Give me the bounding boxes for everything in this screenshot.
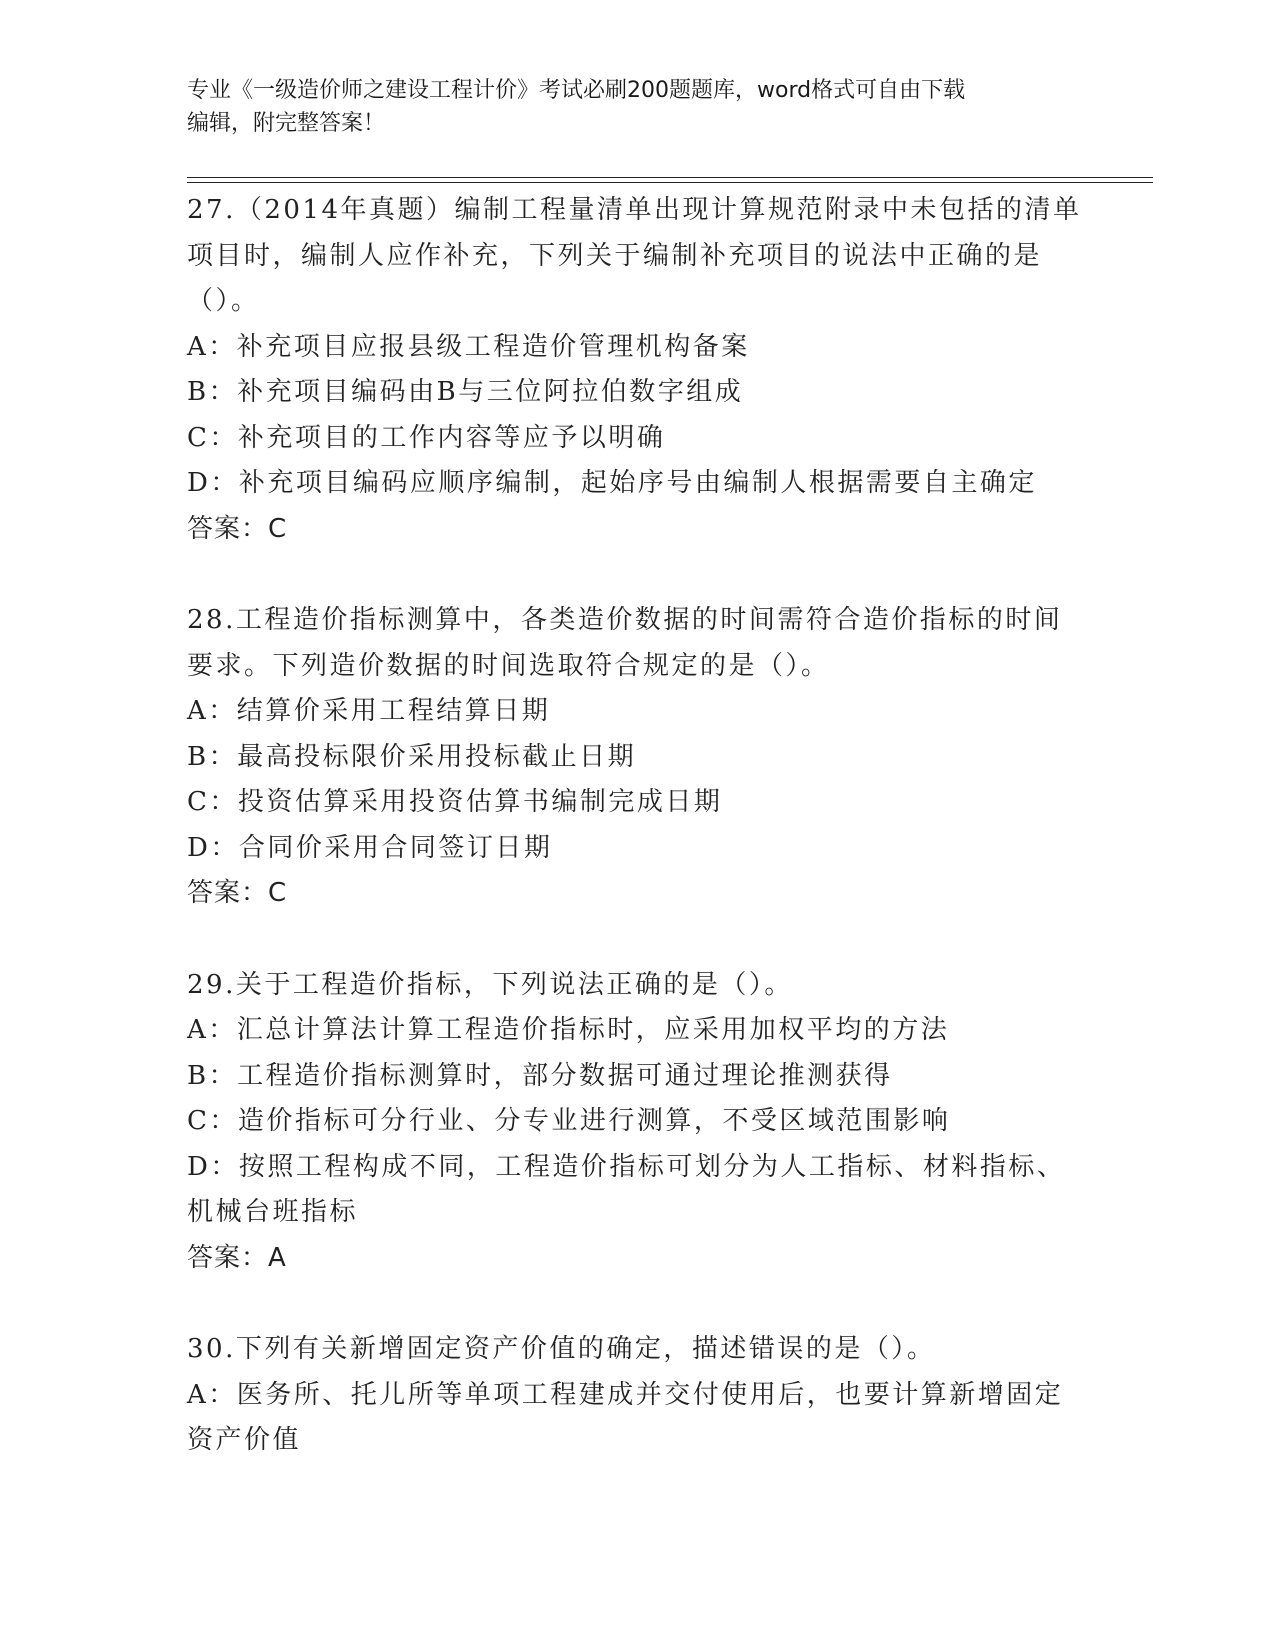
- option-b: B：工程造价指标测算时，部分数据可通过理论推测获得: [187, 1060, 893, 1091]
- question-stem-line: 29.关于工程造价指标，下列说法正确的是（）。: [187, 969, 793, 1000]
- option-c: C：投资估算采用投资估算书编制完成日期: [187, 787, 723, 817]
- option-d: D：合同价采用合同签订日期: [187, 832, 553, 863]
- answer-line: 答案：A: [187, 1242, 287, 1273]
- question-stem-line: （）。: [187, 286, 260, 316]
- option-a: A：结算价采用工程结算日期: [187, 696, 551, 726]
- option-d: D：按照工程构成不同，工程造价指标可划分为人工指标、材料指标、: [187, 1151, 1066, 1182]
- question-stem-line: 28.工程造价指标测算中，各类造价数据的时间需符合造价指标的时间: [187, 605, 1063, 635]
- question-27: [187, 188, 1087, 552]
- document-header: [187, 74, 1067, 140]
- option-d-continued: 机械台班指标: [187, 1197, 359, 1227]
- header-divider-top: [187, 177, 1153, 178]
- question-stem-line: 要求。下列造价数据的时间选取符合规定的是（）。: [187, 650, 830, 681]
- option-c: C：补充项目的工作内容等应予以明确: [187, 422, 666, 453]
- header-line-1: 专业《一级造价师之建设工程计价》考试必刷200题题库，word格式可自由下载: [187, 78, 966, 103]
- option-a: A：补充项目应报县级工程造价管理机构备案: [187, 331, 750, 362]
- option-b: B：最高投标限价采用投标截止日期: [187, 741, 637, 772]
- question-spacer: [187, 917, 1087, 963]
- question-stem-line: 27.（2014年真题）编制工程量清单出现计算规范附录中未包括的清单: [187, 195, 1082, 225]
- question-list: [187, 188, 1087, 1464]
- question-30: [187, 1327, 1087, 1464]
- answer-line: 答案：C: [187, 878, 288, 908]
- option-a-continued: 资产价值: [187, 1425, 302, 1455]
- header-divider-bottom: [187, 182, 1153, 183]
- option-b: B：补充项目编码由B与三位阿拉伯数字组成: [187, 377, 744, 407]
- question-stem-line: 项目时，编制人应作补充，下列关于编制补充项目的说法中正确的是: [187, 240, 1043, 271]
- answer-line: 答案：C: [187, 513, 288, 544]
- question-spacer: [187, 1281, 1087, 1327]
- option-a: A：汇总计算法计算工程造价指标时，应采用加权平均的方法: [187, 1015, 950, 1045]
- question-stem-line: 30.下列有关新增固定资产价值的确定，描述错误的是（）。: [187, 1334, 936, 1364]
- header-line-2: 编辑，附完整答案！: [187, 111, 386, 136]
- option-c: C：造价指标可分行业、分专业进行测算，不受区域范围影响: [187, 1106, 951, 1136]
- question-28: [187, 598, 1087, 917]
- question-29: [187, 963, 1087, 1282]
- option-a: A：医务所、托儿所等单项工程建成并交付使用后，也要计算新增固定: [187, 1379, 1064, 1410]
- option-d: D：补充项目编码应顺序编制，起始序号由编制人根据需要自主确定: [187, 468, 1037, 498]
- question-spacer: [187, 552, 1087, 598]
